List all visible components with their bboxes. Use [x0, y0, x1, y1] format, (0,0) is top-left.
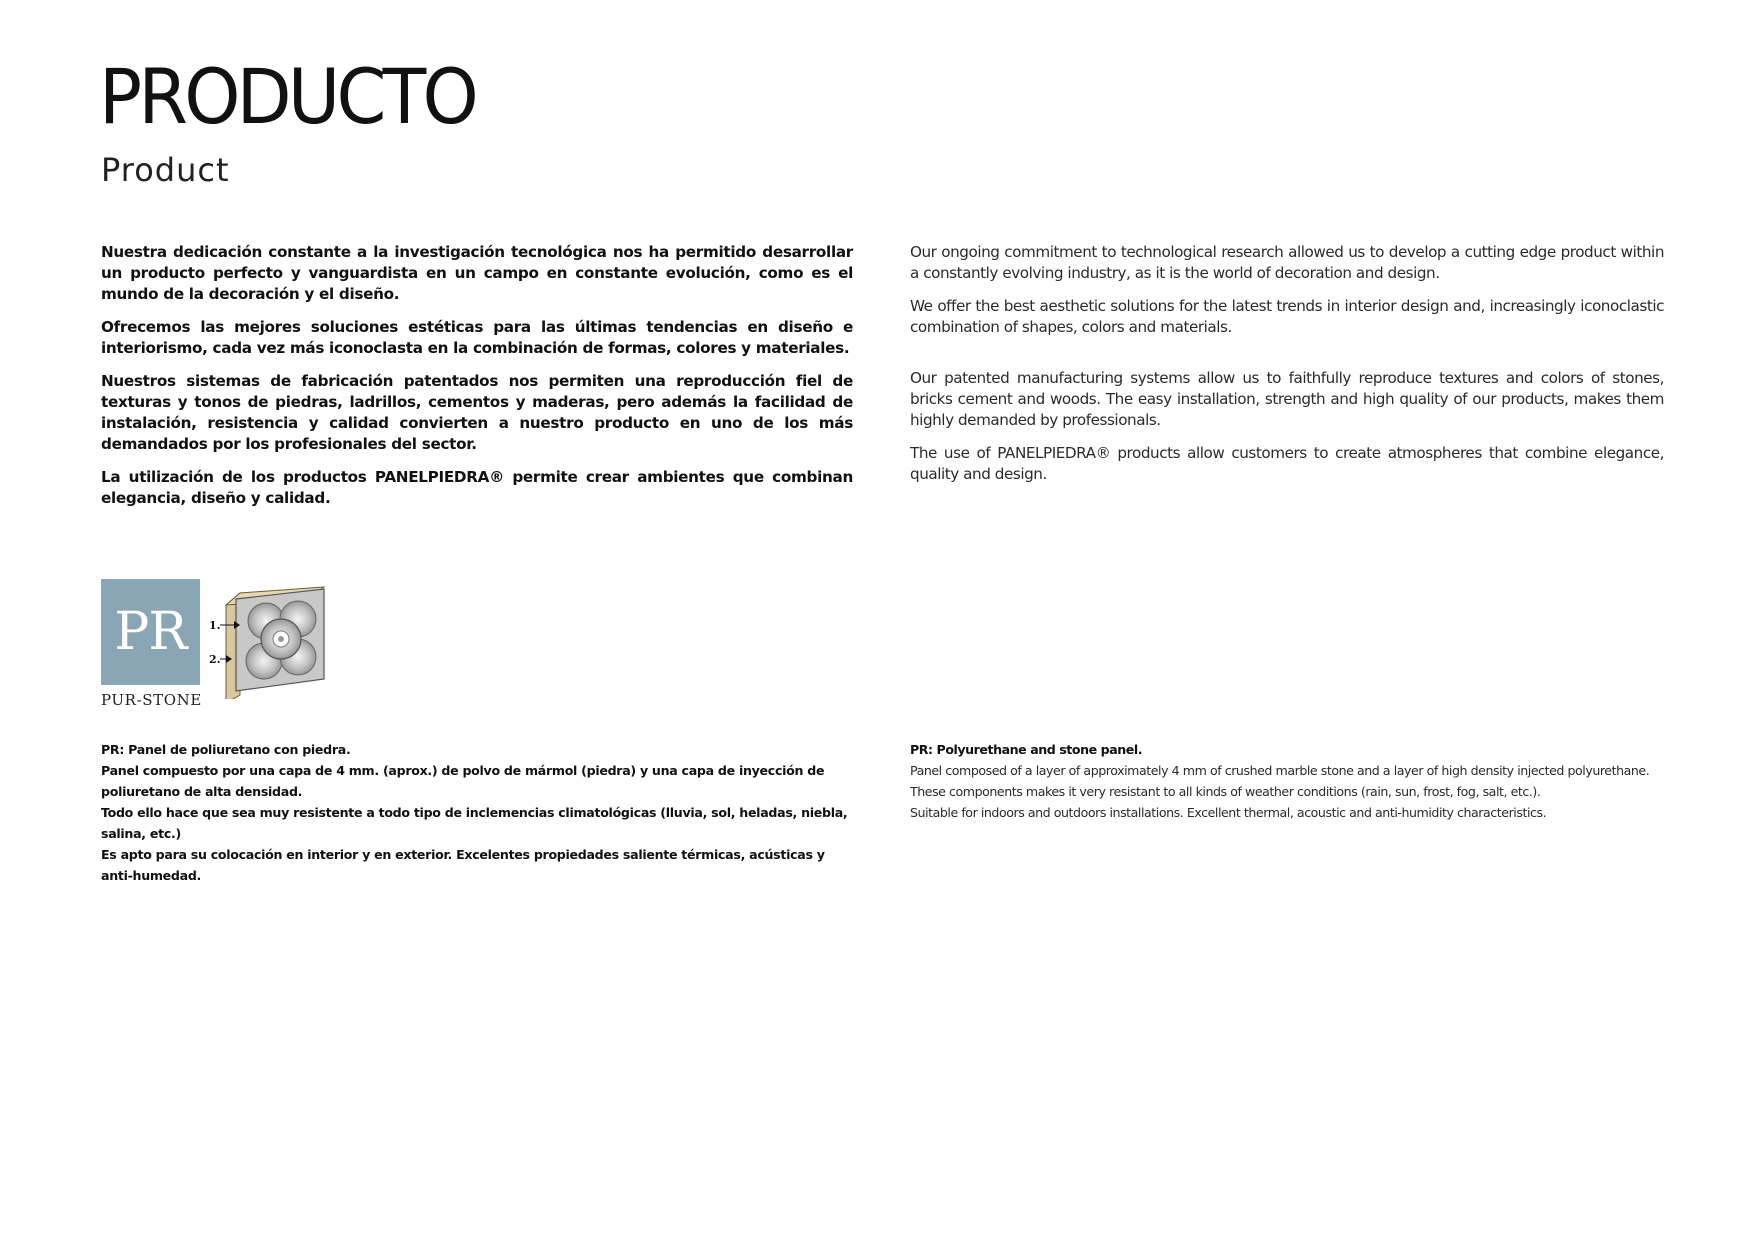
intro-es-paragraph-2: Ofrecemos las mejores soluciones estéticas para las últimas tendencias en diseño e interiorismo, cada vez más iconoclasta en la combinación de formas, colores y materiales.	[101, 318, 853, 357]
detail-es-line-2: Panel compuesto por una capa de 4 mm. (aprox.) de polvo de mármol (piedra) y una capa de inyección de poliuretano de alta densidad.	[101, 763, 825, 799]
intro-spanish	[101, 242, 853, 521]
pur-stone-logo-block	[101, 579, 401, 709]
layer-label-1: 1.	[209, 619, 221, 632]
intro-en-paragraph-2: We offer the best aesthetic solutions for the latest trends in interior design and, increasingly iconoclastic combination of shapes, colors and materials.	[910, 297, 1664, 336]
detail-es-line-3: Todo ello hace que sea muy resistente a todo tipo de inclemencias climatológicas (lluvia, sol, heladas, niebla, salina, etc.)	[101, 805, 848, 841]
intro-en-paragraph-3: Our patented manufacturing systems allow us to faithfully reproduce textures and colors of stones, bricks cement and woods. The easy installation, strength and high quality of our products, makes them highly demanded by professionals.	[910, 369, 1664, 429]
panel-layers-illustration	[206, 579, 336, 699]
intro-es-paragraph-3: Nuestros sistemas de fabricación patentados nos permiten una reproducción fiel de texturas y tonos de piedras, ladrillos, cementos y maderas, pero además la facilidad de instalación, resistencia y calidad convierten a nuestro producto en uno de los más demandados por los profesionales del sector.	[101, 372, 853, 453]
detail-es-line-1: PR: Panel de poliuretano con piedra.	[101, 742, 351, 757]
intro-en-paragraph-4: The use of PANELPIEDRA® products allow customers to create atmospheres that combine elegance, quality and design.	[910, 444, 1664, 483]
detail-spanish	[101, 739, 855, 886]
pr-logo-caption: PUR-STONE	[101, 691, 202, 709]
detail-en-line-2: Panel composed of a layer of approximately 4 mm of crushed marble stone and a layer of high density injected polyurethane.	[910, 763, 1650, 778]
detail-english	[910, 739, 1670, 823]
intro-es-paragraph-4: La utilización de los productos PANELPIEDRA® permite crear ambientes que combinan elegancia, diseño y calidad.	[101, 468, 853, 507]
detail-en-line-3: These components makes it very resistant to all kinds of weather conditions (rain, sun, frost, fog, salt, etc.).	[910, 784, 1541, 799]
page-title: PRODUCTO	[99, 52, 475, 141]
detail-es-line-4: Es apto para su colocación en interior y en exterior. Excelentes propiedades saliente térmicas, acústicas y anti-humedad.	[101, 847, 825, 883]
detail-en-line-4: Suitable for indoors and outdoors installations. Excellent thermal, acoustic and anti-humidity characteristics.	[910, 805, 1547, 820]
intro-english	[910, 242, 1664, 497]
page-subtitle: Product	[101, 151, 230, 189]
detail-en-line-1: PR: Polyurethane and stone panel.	[910, 742, 1143, 757]
intro-en-paragraph-1: Our ongoing commitment to technological research allowed us to develop a cutting edge product within a constantly evolving industry, as it is the world of decoration and design.	[910, 243, 1664, 282]
pr-logo: PR	[101, 579, 200, 685]
intro-es-paragraph-1: Nuestra dedicación constante a la investigación tecnológica nos ha permitido desarrollar un producto perfecto y vanguardista en un campo en constante evolución, como es el mundo de la decoración y el diseño.	[101, 243, 853, 303]
layer-label-2: 2.	[209, 653, 221, 666]
